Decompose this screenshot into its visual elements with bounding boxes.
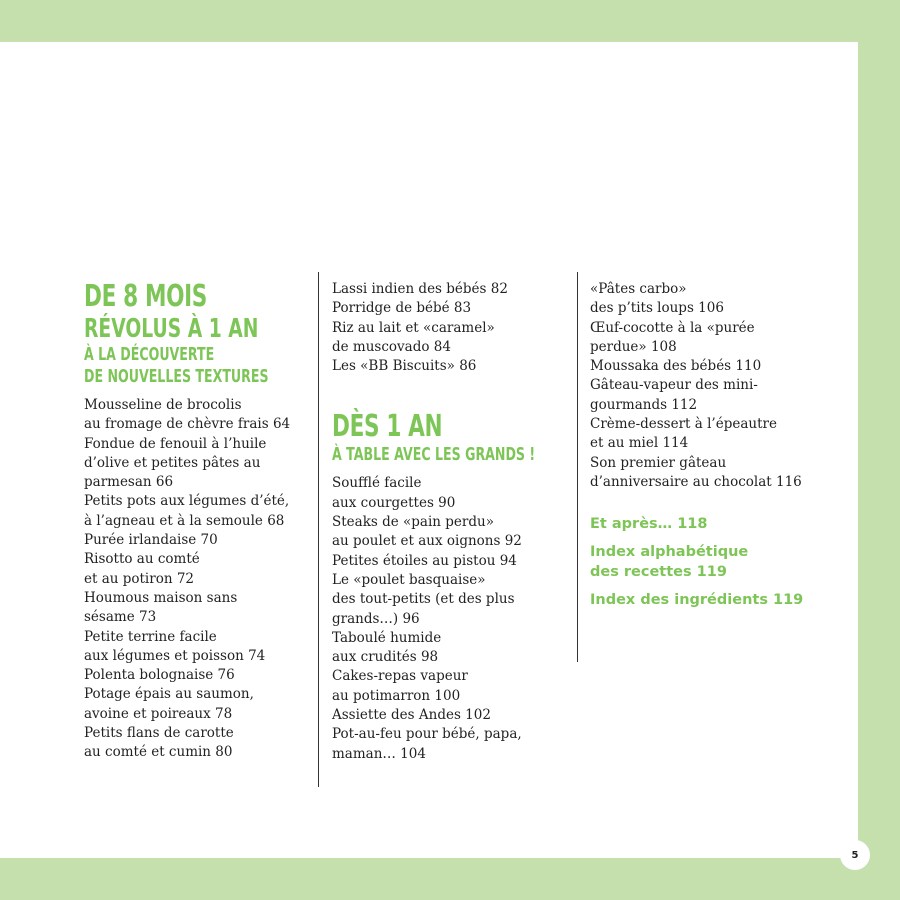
section-subheading: À LA DÉCOUVERTE <box>84 344 215 365</box>
recipe-entry[interactable]: Crème-dessert à l’épeautre <box>590 416 777 433</box>
recipe-entry[interactable]: et au miel 114 <box>590 435 689 452</box>
index-link[interactable]: Index alphabétique <box>590 544 749 561</box>
recipe-entry[interactable]: Petits pots aux légumes d’été, <box>84 493 290 510</box>
recipe-entry[interactable]: Riz au lait et «caramel» <box>332 319 495 336</box>
recipe-entry[interactable]: Assiette des Andes 102 <box>332 707 491 724</box>
recipe-list <box>590 280 840 492</box>
recipe-list <box>332 474 572 763</box>
recipe-entry[interactable]: gourmands 112 <box>590 396 698 413</box>
recipe-entry[interactable]: Porridge de bébé 83 <box>332 300 472 317</box>
recipe-entry[interactable]: Lassi indien des bébés 82 <box>332 281 508 297</box>
top-border-band <box>0 0 900 42</box>
recipe-entry[interactable]: Mousseline de brocolis <box>84 397 242 413</box>
recipe-entry[interactable]: aux courgettes 90 <box>332 494 456 511</box>
recipe-entry[interactable]: Les «BB Biscuits» 86 <box>332 358 477 375</box>
recipe-entry[interactable]: Taboulé humide <box>332 629 442 646</box>
recipe-entry[interactable]: Le «poulet basquaise» <box>332 571 486 588</box>
recipe-entry[interactable]: Houmous maison sans <box>84 589 238 606</box>
section-heading: DE 8 MOIS <box>84 279 207 314</box>
recipe-entry[interactable]: au poulet et aux oignons 92 <box>332 533 522 550</box>
toc-column-2 <box>332 280 572 764</box>
recipe-entry[interactable]: Œuf-cocotte à la «purée <box>590 319 755 336</box>
section-heading: DÈS 1 AN <box>332 409 443 445</box>
recipe-entry[interactable]: perdue» 108 <box>590 338 677 355</box>
recipe-entry[interactable]: Petite terrine facile <box>84 628 217 645</box>
recipe-entry[interactable]: de muscovado 84 <box>332 338 451 355</box>
recipe-entry[interactable]: «Pâtes carbo» <box>590 281 687 297</box>
recipe-entry[interactable]: Gâteau-vapeur des mini- <box>590 377 758 394</box>
toc-column-1 <box>84 280 314 763</box>
recipe-entry[interactable]: maman… 104 <box>332 745 426 762</box>
section-subheading: À TABLE AVEC LES GRANDS ! <box>332 444 536 466</box>
recipe-entry[interactable]: des tout-petits (et des plus <box>332 591 515 608</box>
recipe-entry[interactable]: Cakes-repas vapeur <box>332 668 468 685</box>
ingredients-index-link[interactable]: Index des ingrédients 119 <box>590 592 804 609</box>
toc-column-3 <box>590 280 840 618</box>
recipe-entry[interactable]: au fromage de chèvre frais 64 <box>84 416 291 433</box>
recipe-entry[interactable]: des p’tits loups 106 <box>590 300 724 317</box>
recipe-entry[interactable]: à l’agneau et à la semoule 68 <box>84 512 285 529</box>
recipe-entry[interactable]: Moussaka des bébés 110 <box>590 358 762 375</box>
recipe-entry[interactable]: d’anniversaire au chocolat 116 <box>590 473 802 490</box>
recipe-entry[interactable]: aux crudités 98 <box>332 649 439 666</box>
column-divider <box>318 272 319 787</box>
recipe-entry[interactable]: au potimarron 100 <box>332 687 461 704</box>
extra-section-link[interactable]: Et après… 118 <box>590 516 708 533</box>
right-border-band <box>858 0 900 900</box>
recipe-entry[interactable]: et au potiron 72 <box>84 570 194 587</box>
recipe-entry[interactable]: parmesan 66 <box>84 474 174 491</box>
recipe-entry[interactable]: Pot-au-feu pour bébé, papa, <box>332 726 522 743</box>
section-subheading: DE NOUVELLES TEXTURES <box>84 366 269 387</box>
recipe-entry[interactable]: Son premier gâteau <box>590 454 727 471</box>
recipe-entry[interactable]: Risotto au comté <box>84 551 200 568</box>
recipe-entry[interactable]: Soufflé facile <box>332 475 422 492</box>
column-divider <box>577 272 578 662</box>
index-link[interactable]: des recettes 119 <box>590 564 727 581</box>
recipe-entry[interactable]: Potage épais au saumon, <box>84 686 254 703</box>
recipe-entry[interactable]: Purée irlandaise 70 <box>84 532 218 549</box>
recipe-entry[interactable]: au comté et cumin 80 <box>84 744 233 761</box>
section-gap <box>332 376 572 410</box>
recipe-entry[interactable]: Steaks de «pain perdu» <box>332 514 494 531</box>
recipe-entry[interactable]: Petits flans de carotte <box>84 725 234 742</box>
recipe-entry[interactable]: Polenta bolognaise 76 <box>84 667 235 684</box>
recipe-entry[interactable]: grands…) 96 <box>332 610 420 627</box>
recipe-entry[interactable]: avoine et poireaux 78 <box>84 705 233 722</box>
page-number: 5 <box>840 840 870 870</box>
recipe-list <box>332 280 572 376</box>
section-heading: RÉVOLUS À 1 AN <box>84 314 259 344</box>
recipe-entry[interactable]: sésame 73 <box>84 609 157 626</box>
recipe-list <box>84 396 314 763</box>
recipe-entry[interactable]: Fondue de fenouil à l’huile <box>84 435 267 452</box>
section-gap <box>590 492 840 514</box>
recipe-entry[interactable]: aux légumes et poisson 74 <box>84 647 266 664</box>
recipe-entry[interactable]: d’olive et petites pâtes au <box>84 454 261 471</box>
bottom-border-band <box>0 858 900 900</box>
recipe-entry[interactable]: Petites étoiles au pistou 94 <box>332 552 517 569</box>
